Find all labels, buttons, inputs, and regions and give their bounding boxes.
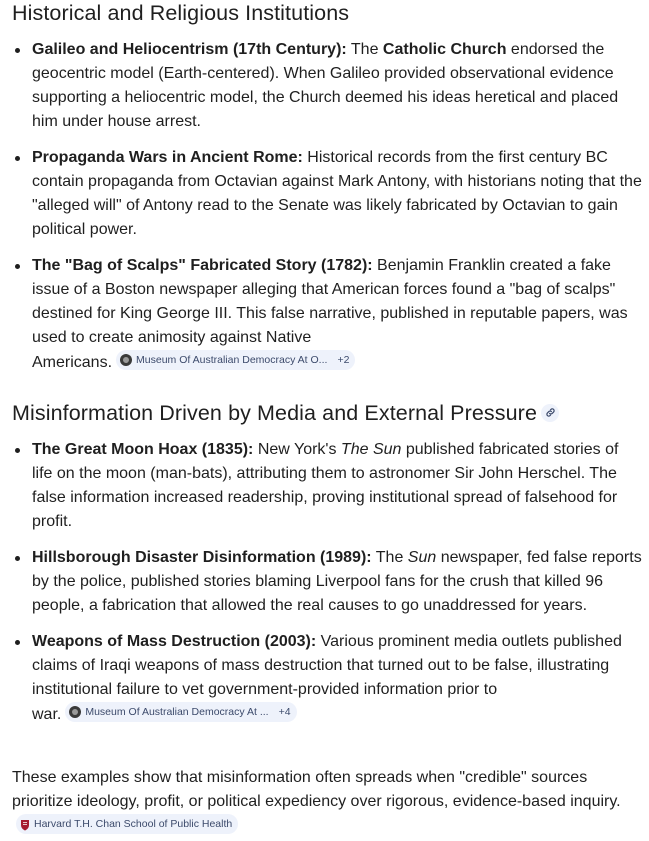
item-title: Galileo and Heliocentrism (17th Century): (32, 41, 347, 58)
source-label: Harvard T.H. Chan School of Public Health (34, 818, 233, 830)
source-chip[interactable] (116, 350, 355, 370)
item-title: The "Bag of Scalps" Fabricated Story (1782): (32, 257, 373, 274)
museum-logo-icon (120, 354, 132, 366)
list-item (12, 146, 642, 242)
list-item (12, 254, 642, 375)
item-text: Benjamin Franklin created a fake issue of a Boston newspaper alleging that American forces found a "bag of scalps" destined for King George III. This false narrative, published in reputable papers, was used to create animosity against Native (32, 257, 628, 346)
source-more-count: +2 (337, 354, 350, 366)
section-heading-historical: Historical and Religious Institutions (12, 1, 350, 25)
item-title: The Great Moon Hoax (1835): (32, 441, 254, 458)
item-text: endorsed the geocentric model (Earth-centered). When Galileo provided observational evidence supporting a heliocentric model, the Church deemed his ideas heretical and placed him under house arrest. (32, 41, 619, 130)
list-item (12, 38, 642, 134)
item-text: published fabricated stories of life on the moon (man-bats), attributing them to astronomer Sir John Herschel. The false information increased readership, proving institutional spread of falsehood for profit. (32, 441, 619, 530)
item-text: Americans. (32, 354, 113, 371)
item-italic-text: Sun (407, 549, 437, 566)
item-text: war. (32, 706, 62, 723)
harvard-shield-icon (20, 818, 30, 830)
source-chip[interactable] (16, 814, 238, 834)
source-label: Museum Of Australian Democracy At ... (85, 706, 269, 718)
list-item (12, 546, 642, 618)
list-item (12, 438, 642, 534)
item-title: Hillsborough Disaster Disinformation (1989): (32, 549, 372, 566)
section-heading-media (12, 401, 559, 426)
item-text: Historical records from the first century BC contain propaganda from Octavian against Mark Antony, with historians noting that the "alleged will" of Antony read to the Senate was likely fabricated by Octavian to gain political power. (32, 149, 642, 238)
item-text: The (371, 549, 408, 566)
museum-logo-icon (69, 706, 81, 718)
link-icon[interactable] (541, 404, 559, 422)
source-label: Museum Of Australian Democracy At O... (136, 354, 328, 366)
item-text: newspaper, fed false reports by the police, published stories blaming Liverpool fans for the crush that killed 96 people, a fabrication that allowed the real causes to go unaddressed for years. (32, 549, 642, 614)
media-list (12, 438, 642, 727)
source-chip[interactable] (65, 702, 296, 722)
source-more-count: +4 (278, 706, 291, 718)
item-italic-text: The Sun (340, 441, 402, 458)
summary-paragraph (12, 766, 642, 840)
historical-list (12, 38, 642, 375)
item-title: Propaganda Wars in Ancient Rome: (32, 149, 303, 166)
list-item (12, 630, 642, 727)
item-title: Weapons of Mass Destruction (2003): (32, 633, 317, 650)
item-text: New York's (253, 441, 341, 458)
summary-text: These examples show that misinformation often spreads when "credible" sources prioritize ideology, profit, or political expediency over rigorous, evidence-based inquiry. (12, 769, 621, 810)
item-text: Various prominent media outlets published claims of Iraqi weapons of mass destruction that turned out to be false, illustrating institutional failure to vet government-provided information prior to (32, 633, 622, 698)
item-bold-text: Catholic Church (382, 41, 507, 58)
section-heading-text: Misinformation Driven by Media and External Pressure (12, 401, 537, 425)
item-text: The (346, 41, 383, 58)
